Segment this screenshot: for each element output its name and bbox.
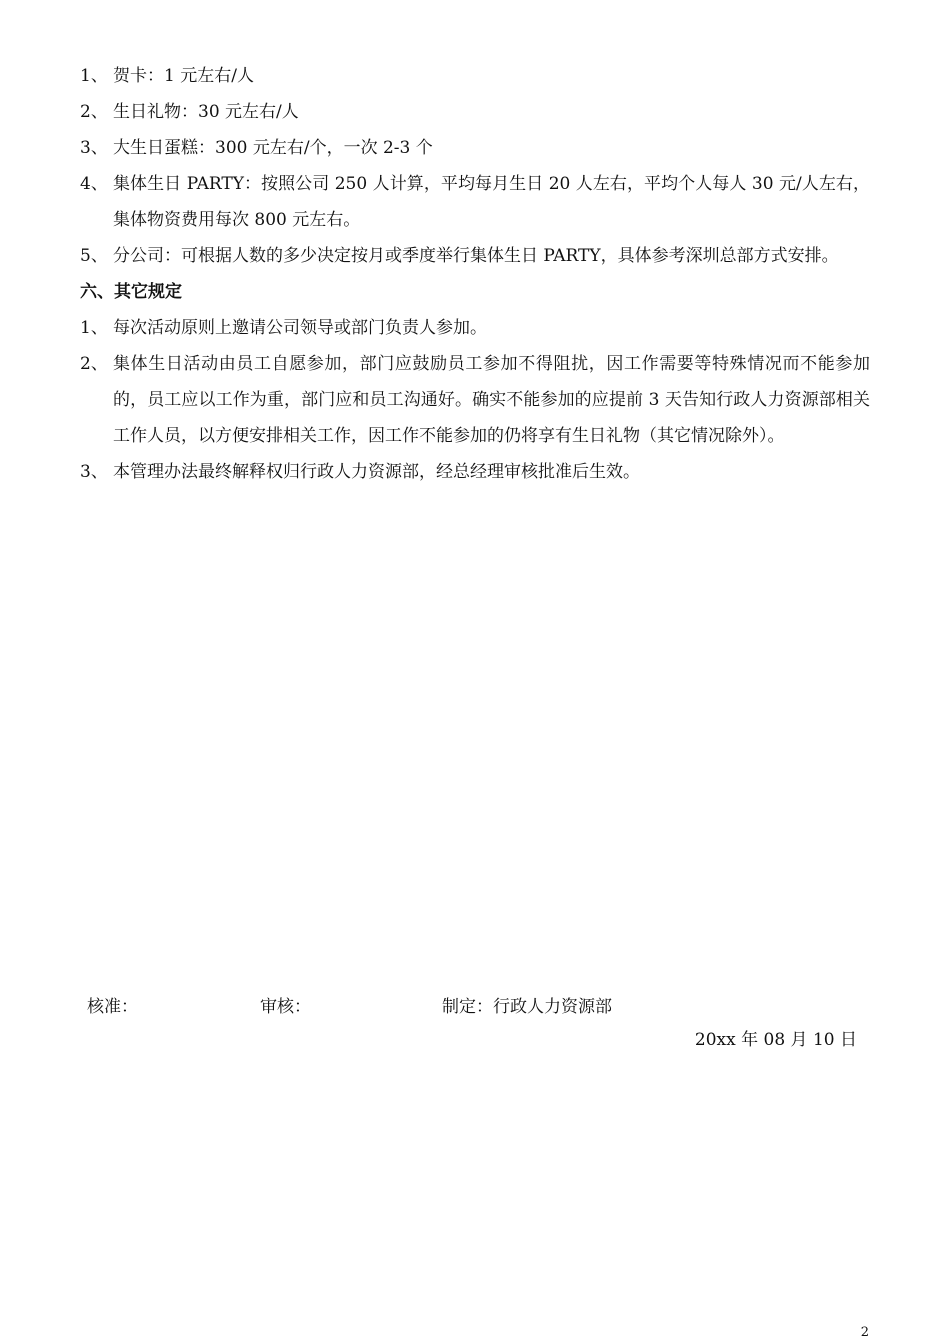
list-item-text: 集体生日 PARTY：按照公司 250 人计算，平均每月生日 20 人左右，平均个人每人 30 元/人左右，集体物资费用每次 800 元左右。	[113, 174, 870, 230]
list-item	[80, 238, 870, 274]
list-item-text: 每次活动原则上邀请公司领导或部门负责人参加。	[113, 318, 487, 338]
expense-list	[80, 58, 870, 274]
list-item	[80, 310, 870, 346]
list-item-number: 5、	[80, 246, 108, 266]
list-item-text: 贺卡：1 元左右/人	[113, 66, 254, 86]
list-item	[80, 346, 870, 454]
list-item-text: 分公司：可根据人数的多少决定按月或季度举行集体生日 PARTY，具体参考深圳总部方式安排。	[113, 246, 839, 266]
list-item	[80, 130, 870, 166]
list-item-text: 集体生日活动由员工自愿参加，部门应鼓励员工参加不得阻扰，因工作需要等特殊情况而不能参加的，员工应以工作为重，部门应和员工沟通好。确实不能参加的应提前 3 天告知行政人力资源部相关工作人员，以方便安排相关工作，因工作不能参加的仍将享有生日礼物（其它情况除外）。	[113, 354, 870, 446]
list-item-number: 2、	[80, 102, 108, 122]
list-item-number: 2、	[80, 354, 108, 374]
page-number: 2	[860, 1325, 869, 1340]
review-signature-label: 审核：	[260, 997, 311, 1017]
prepared-by-label: 制定：行政人力资源部	[442, 997, 612, 1017]
list-item-number: 3、	[80, 462, 108, 482]
list-item-number: 3、	[80, 138, 108, 158]
list-item-number: 1、	[80, 318, 108, 338]
section-title: 六、其它规定	[80, 282, 182, 302]
list-item	[80, 166, 870, 238]
list-item	[80, 454, 870, 490]
document-date: 20xx 年 08 月 10 日	[694, 1030, 857, 1050]
list-item-text: 本管理办法最终解释权归行政人力资源部，经总经理审核批准后生效。	[113, 462, 640, 482]
list-item-text: 生日礼物：30 元左右/人	[113, 102, 299, 122]
list-item-text: 大生日蛋糕：300 元左右/个，一次 2-3 个	[113, 138, 433, 158]
rules-list	[80, 310, 870, 490]
approval-signature-label: 核准：	[87, 997, 138, 1017]
signature-row	[87, 989, 847, 1025]
list-item-number: 4、	[80, 174, 108, 194]
document-content	[80, 58, 870, 490]
list-item	[80, 58, 870, 94]
list-item-number: 1、	[80, 66, 108, 86]
list-item	[80, 94, 870, 130]
